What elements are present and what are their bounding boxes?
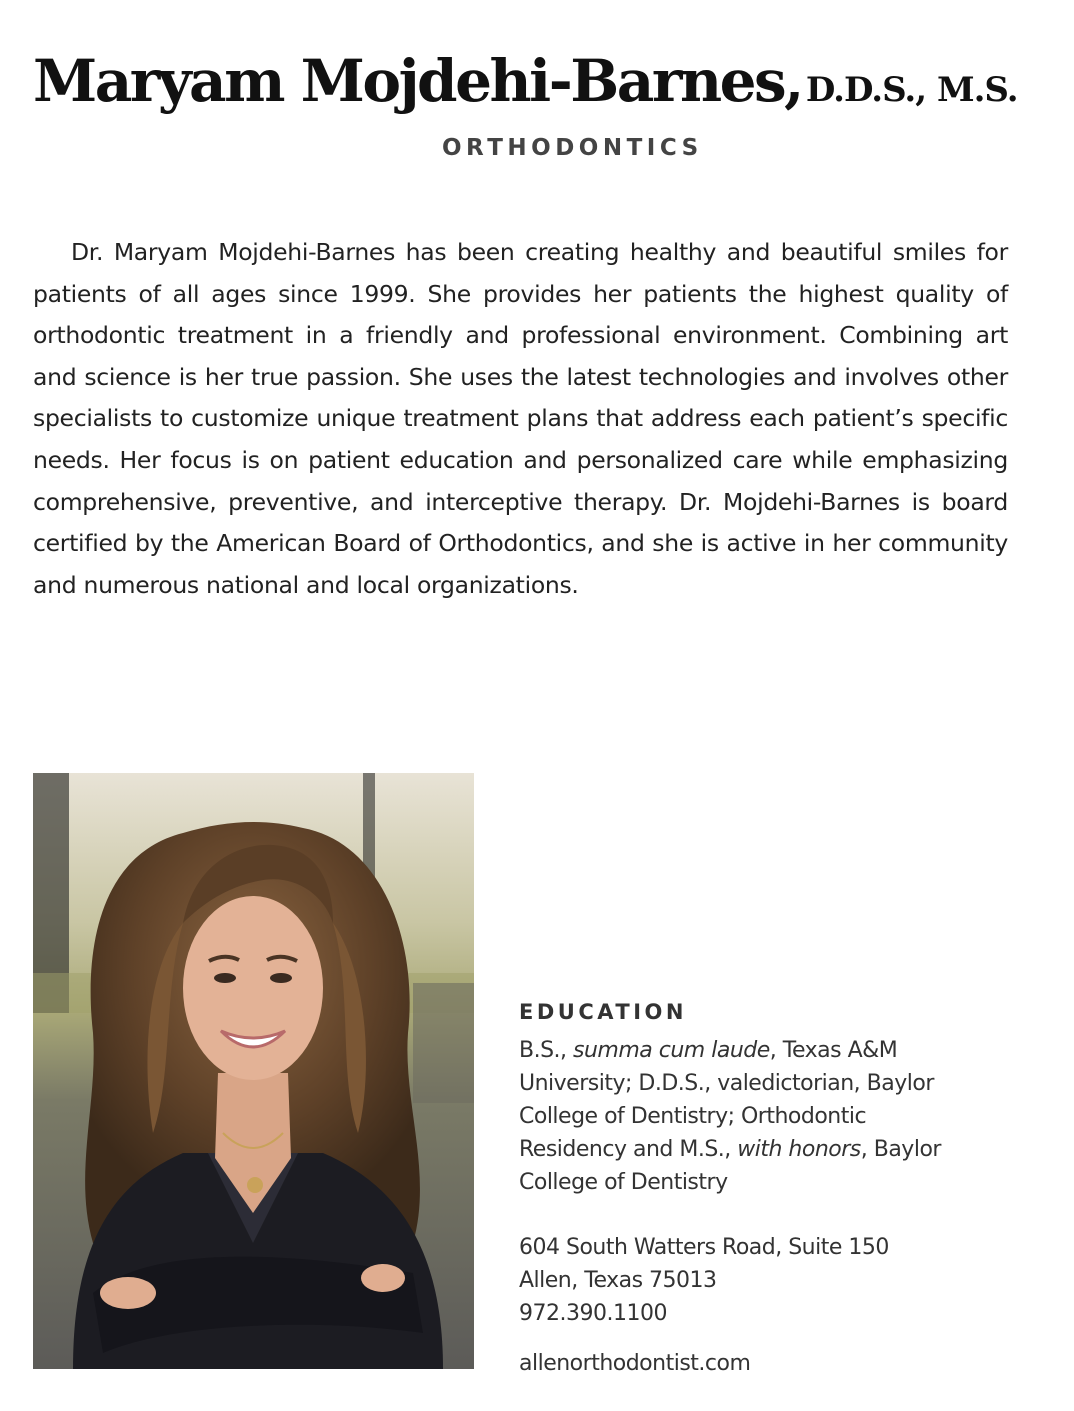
education-text-fragment: , Baylor — [860, 1137, 941, 1162]
education-line-4 — [519, 1133, 1039, 1166]
education-line-2: University; D.D.S., valedictorian, Baylor — [519, 1071, 934, 1096]
education-text-fragment: , Texas A&M — [769, 1038, 898, 1063]
bio-paragraph: Dr. Maryam Mojdehi-Barnes has been creating healthy and beautiful smiles for patients of all ages since 1999. She provides her patients the highest quality of orthodontic treatment in a friendly and professional environment. Combining art and science is her true passion. She uses the latest technologies and involves other specialists to customize unique treatment plans that address each patient’s specific needs. Her focus is on patient education and personalized care while emphasizing comprehensive, preventive, and interceptive therapy. Dr. Mojdehi-Barnes is board certified by the American Board of Orthodontics, and she is active in her community and numerous national and local organizations. — [33, 238, 1008, 599]
address-block — [519, 1231, 1039, 1330]
website-link[interactable]: allenorthodontist.com — [519, 1351, 751, 1376]
address-street: 604 South Watters Road, Suite 150 — [519, 1235, 889, 1260]
portrait-photo — [33, 773, 474, 1369]
education-text-fragment: Residency and M.S., — [519, 1137, 738, 1162]
name-line — [33, 47, 1018, 115]
address-city: Allen, Texas 75013 — [519, 1268, 717, 1293]
education-text-fragment: B.S., — [519, 1038, 574, 1063]
doctor-credentials: D.D.S., M.S. — [805, 70, 1018, 110]
phone-number[interactable]: 972.390.1100 — [519, 1301, 667, 1326]
education-honor: summa cum laude — [573, 1038, 770, 1063]
portrait-illustration — [33, 773, 474, 1369]
education-line-1 — [519, 1034, 1039, 1067]
education-line-5: College of Dentistry — [519, 1170, 728, 1195]
specialty-label: ORTHODONTICS — [442, 135, 703, 161]
education-heading: EDUCATION — [519, 1000, 687, 1024]
info-panel — [519, 1000, 1039, 1380]
education-honor: with honors — [737, 1137, 861, 1162]
page-header — [33, 47, 1018, 161]
doctor-name: Maryam Mojdehi-Barnes, — [33, 47, 802, 115]
education-line-3: College of Dentistry; Orthodontic — [519, 1104, 867, 1129]
education-text — [519, 1034, 1039, 1199]
